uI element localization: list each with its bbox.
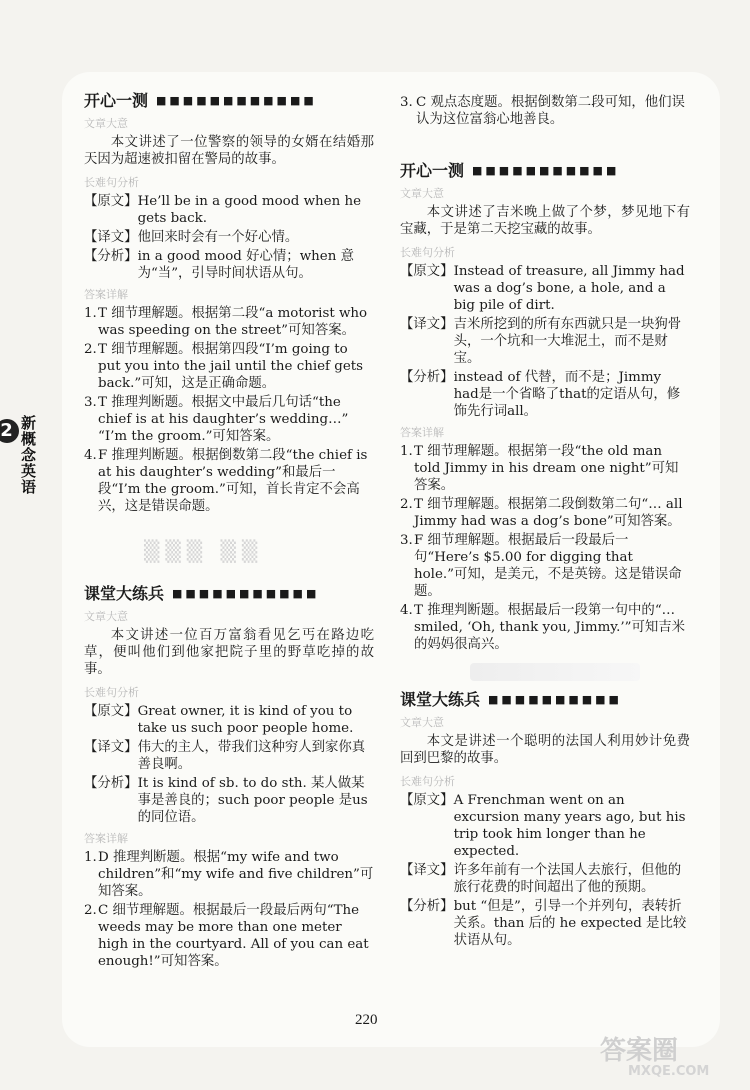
left-column bbox=[84, 92, 374, 972]
translation: 【译文】 许多年前有一个法国人去旅行，但他的旅行花费的时间超出了他的预期。 bbox=[400, 863, 682, 895]
original-sentence: 【原文】 Great owner, it is kind of you to take us such poor people home. bbox=[84, 704, 354, 736]
subheading-summary: 文章大意 bbox=[400, 187, 444, 200]
answer-item: 3. F 细节理解题。根据最后一段最后一句“Here’s $5.00 for digging that hole.”可知，是美元，不是英镑。这是错误命题。 bbox=[400, 533, 682, 599]
subheading-answers: 答案详解 bbox=[400, 426, 444, 439]
subheading-summary: 文章大意 bbox=[400, 716, 444, 729]
spine-title: 新概念英语 bbox=[19, 415, 37, 495]
original-sentence: 【原文】 Instead of treasure, all Jimmy had was a dog’s bone, a hole, and a big pile of dirt. bbox=[400, 264, 685, 313]
subheading-summary: 文章大意 bbox=[84, 610, 128, 623]
subheading-sentence-analysis: 长难句分析 bbox=[400, 775, 455, 788]
answer-item: 2. T 细节理解题。根据第四段“I’m going to put you into the jail until the chief gets back.”可知，这是正确命题。 bbox=[84, 342, 364, 391]
translation: 【译文】 吉米所挖到的所有东西就只是一块狗骨头，一个坑和一大堆泥土，而不是财宝。 bbox=[400, 317, 682, 366]
faded-logo-decoration: ▒▒▒ ▒▒ bbox=[144, 539, 264, 563]
summary-text: 本文讲述一位百万富翁看见乞丐在路边吃草，便叫他们到他家把院子里的野草吃掉的故事。 bbox=[84, 628, 374, 677]
section-title-happy-test: 开心一测 ■■■■■■■■■■■■ bbox=[84, 91, 317, 110]
spine-volume-badge: 2 bbox=[0, 419, 19, 443]
subheading-answers: 答案详解 bbox=[84, 832, 128, 845]
title-squares-decoration: ■■■■■■■■■■■■ bbox=[156, 94, 317, 107]
analysis: 【分析】 in a good mood 好心情；when 意为“当”，引导时间状语从句。 bbox=[84, 249, 354, 281]
section-title-classroom-practice: 课堂大练兵 ■■■■■■■■■■■ bbox=[84, 584, 320, 603]
analysis: 【分析】 instead of 代替，而不是；Jimmy had是一个省略了that的定语从句，修饰先行词all。 bbox=[400, 370, 681, 419]
section-title-classroom-practice: 课堂大练兵 ■■■■■■■■■■ bbox=[400, 690, 622, 709]
answer-item: 3. T 推理判断题。根据文中最后几句话“the chief is at his daughter’s wedding…” “I’m the groom.”可知答案。 bbox=[84, 395, 349, 444]
summary-text: 本文讲述了吉米晚上做了个梦，梦见地下有宝藏，于是第二天挖宝藏的故事。 bbox=[400, 205, 690, 237]
section-title-happy-test: 开心一测 ■■■■■■■■■■■ bbox=[400, 161, 620, 180]
answer-item: 4. F 推理判断题。根据倒数第二段“the chief is at his daughter’s wedding”和最后一段“I’m the groom.”可知，首长肯定不会高兴，这是错误命题。 bbox=[84, 448, 368, 514]
watermark-url: MXQE.COM bbox=[628, 1064, 710, 1079]
subheading-sentence-analysis: 长难句分析 bbox=[84, 686, 139, 699]
analysis: 【分析】 It is kind of sb. to do sth. 某人做某事是善良的；such poor people 是us的同位语。 bbox=[84, 776, 368, 825]
title-squares-decoration: ■■■■■■■■■■ bbox=[488, 693, 622, 706]
answer-item: 4. T 推理判断题。根据最后一段第一句中的“… smiled, ‘Oh, thank you, Jimmy.’”可知吉米的妈妈很高兴。 bbox=[400, 603, 686, 652]
page-number: 220 bbox=[355, 1012, 378, 1028]
subheading-summary: 文章大意 bbox=[84, 117, 128, 130]
faded-logo-decoration bbox=[470, 663, 640, 681]
original-sentence: 【原文】 A Frenchman went on an excursion many years ago, but his trip took him longer than he expected. bbox=[400, 793, 686, 859]
subheading-sentence-analysis: 长难句分析 bbox=[400, 246, 455, 259]
title-squares-decoration: ■■■■■■■■■■■ bbox=[472, 164, 620, 177]
answer-item: 1. T 细节理解题。根据第二段“a motorist who was speeding on the street”可知答案。 bbox=[84, 306, 368, 338]
book-spine-label bbox=[0, 415, 37, 511]
answer-item: 2. T 细节理解题。根据第二段倒数第二句“… all Jimmy had was a dog’s bone”可知答案。 bbox=[400, 497, 683, 529]
answer-item: 3. C 观点态度题。根据倒数第二段可知，他们误认为这位富翁心地善良。 bbox=[400, 95, 685, 127]
subheading-answers: 答案详解 bbox=[84, 288, 128, 301]
title-squares-decoration: ■■■■■■■■■■■ bbox=[172, 587, 320, 600]
translation: 【译文】 他回来时会有一个好心情。 bbox=[84, 230, 299, 245]
answer-item: 1. D 推理判断题。根据“my wife and two children”和“my wife and five children”可知答案。 bbox=[84, 850, 374, 899]
subheading-sentence-analysis: 长难句分析 bbox=[84, 176, 139, 189]
translation: 【译文】 伟大的主人，带我们这种穷人到家你真善良啊。 bbox=[84, 740, 366, 772]
summary-text: 本文是讲述一个聪明的法国人利用妙计免费回到巴黎的故事。 bbox=[400, 734, 690, 766]
original-sentence: 【原文】 He’ll be in a good mood when he gets back. bbox=[84, 194, 362, 226]
answer-item: 1. T 细节理解题。根据第一段“the old man told Jimmy in his dream one night”可知答案。 bbox=[400, 444, 679, 493]
analysis: 【分析】 but “但是”，引导一个并列句，表转折关系。than 后的 he expected 是比较状语从句。 bbox=[400, 899, 687, 948]
right-column bbox=[400, 94, 690, 951]
watermark-logo: 答案圈 bbox=[600, 1036, 679, 1066]
answer-item: 2. C 细节理解题。根据最后一段最后两句“The weeds may be more than one meter high in the courtyard. All of you can eat enough!”可知答案。 bbox=[84, 903, 369, 969]
summary-text: 本文讲述了一位警察的领导的女婿在结婚那天因为超速被扣留在警局的故事。 bbox=[84, 135, 374, 167]
